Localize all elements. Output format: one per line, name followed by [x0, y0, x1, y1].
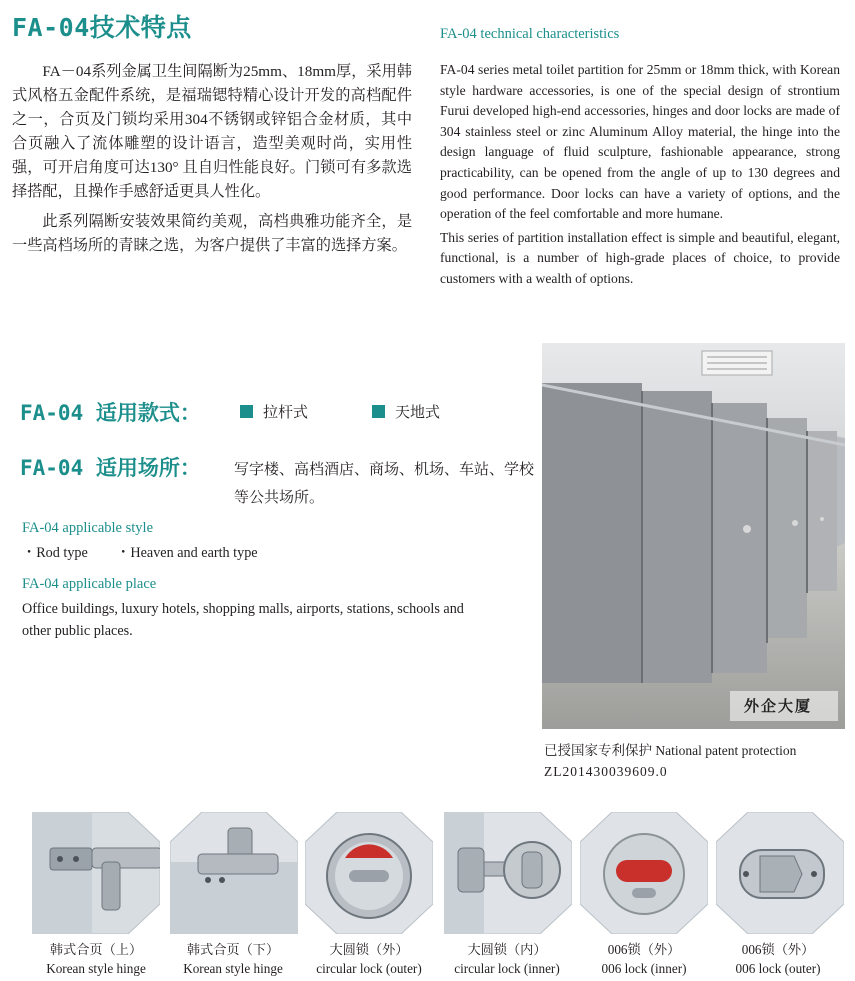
product-en-6: 006 lock (outer) [735, 961, 821, 976]
product-cn-3: 大圆锁（外） [329, 942, 409, 957]
product-image-circular-lock-inner [444, 812, 572, 934]
restroom-photo [542, 343, 845, 729]
cn-intro-paragraph-2: 此系列隔断安装效果简约美观，高档典雅功能齐全，是一些高档场所的青睐之选，为客户提供了丰富的选择方案。 [12, 213, 412, 254]
product-cn-5: 006锁（外） [607, 942, 681, 957]
style-heading: FA-04 适用款式： [20, 401, 201, 425]
square-bullet-icon [240, 405, 253, 418]
en-intro [440, 60, 840, 290]
product-image-hinge-top [32, 812, 160, 934]
restroom-photo-illustration [542, 343, 845, 729]
product-image-006-lock-inner [580, 812, 708, 934]
cn-intro-paragraph-1: FA－04系列金属卫生间隔断为25mm、18mm厚，采用韩式风格五金配件系统，是福瑞锶特精心设计开发的高档配件之一，合页及门锁均采用304不锈钢或锌铝合金材质，其中合页融入了流体雕塑的设计语言，造型美观时尚，实用性强，可开启角度可达130° 且自归性能良好。门锁可有多款选择搭配，且操作手感舒适更具人性化。 [12, 63, 412, 200]
style-option-floor-ceiling-label: 天地式 [395, 405, 441, 421]
patent-note [544, 740, 796, 782]
en-intro-paragraph-2: This series of partition installation effect is simple and beautiful, elegant, functional, is a number of high-grade places of choice, to provide customers with a wealth of options. [440, 229, 840, 286]
style-option-rod-label: 拉杆式 [263, 405, 309, 421]
product-caption-1 [26, 940, 166, 978]
style-option-floor-ceiling [372, 401, 440, 422]
patent-line-1: 已授国家专利保护 National patent protection [544, 743, 797, 758]
product-image-hinge-bottom [170, 812, 298, 934]
en-intro-paragraph-1: FA-04 series metal toilet partition for 25mm or 18mm thick, with Korean style hardware accessories, is one of the special design of strontium Furui developed high-end accessories, hinges and door locks are made of 304 stainless steel or zinc Aluminum Alloy material, the hinge into the design language of fluid sculpture, fashionable appearance, strong practicability, can be opened from the angle of up to 130 degrees and good performance. Door locks can have a variety of options, and the operation of the feel comfortable and more humane. [440, 62, 840, 222]
product-cn-2: 韩式合页（下） [186, 942, 280, 957]
cn-intro [12, 60, 412, 258]
en-style-heading: FA-04 applicable style [22, 520, 154, 536]
style-option-rod [240, 401, 308, 422]
product-caption-6 [708, 940, 848, 978]
product-caption-3 [299, 940, 439, 978]
place-text: 写字楼、高档酒店、商场、机场、车站、学校等公共场所。 [234, 462, 535, 506]
product-cn-1: 韩式合页（上） [49, 942, 143, 957]
place-heading: FA-04 适用场所： [20, 456, 201, 480]
en-style-items: ・Rod type ・Heaven and earth type [22, 545, 258, 561]
product-cn-6: 006锁（外） [741, 942, 815, 957]
product-en-5: 006 lock (inner) [601, 961, 687, 976]
photo-caption: 外企大厦 [744, 697, 813, 715]
product-caption-2 [163, 940, 303, 978]
product-en-3: circular lock (outer) [316, 961, 422, 976]
product-caption-5 [574, 940, 714, 978]
product-image-circular-lock-outer [305, 812, 433, 934]
product-en-1: Korean style hinge [46, 961, 146, 976]
patent-number: ZL201430039609.0 [544, 764, 668, 779]
en-place-text: Office buildings, luxury hotels, shopping malls, airports, stations, schools and other public places. [22, 601, 464, 639]
product-image-006-lock-outer [716, 812, 844, 934]
en-place-heading: FA-04 applicable place [22, 576, 157, 592]
en-title: FA-04 technical characteristics [440, 26, 620, 42]
product-en-4: circular lock (inner) [454, 961, 560, 976]
product-en-2: Korean style hinge [183, 961, 283, 976]
square-bullet-icon [372, 405, 385, 418]
product-caption-4 [437, 940, 577, 978]
product-cn-4: 大圆锁（内） [467, 942, 547, 957]
page-title: FA-04技术特点 [12, 13, 192, 42]
